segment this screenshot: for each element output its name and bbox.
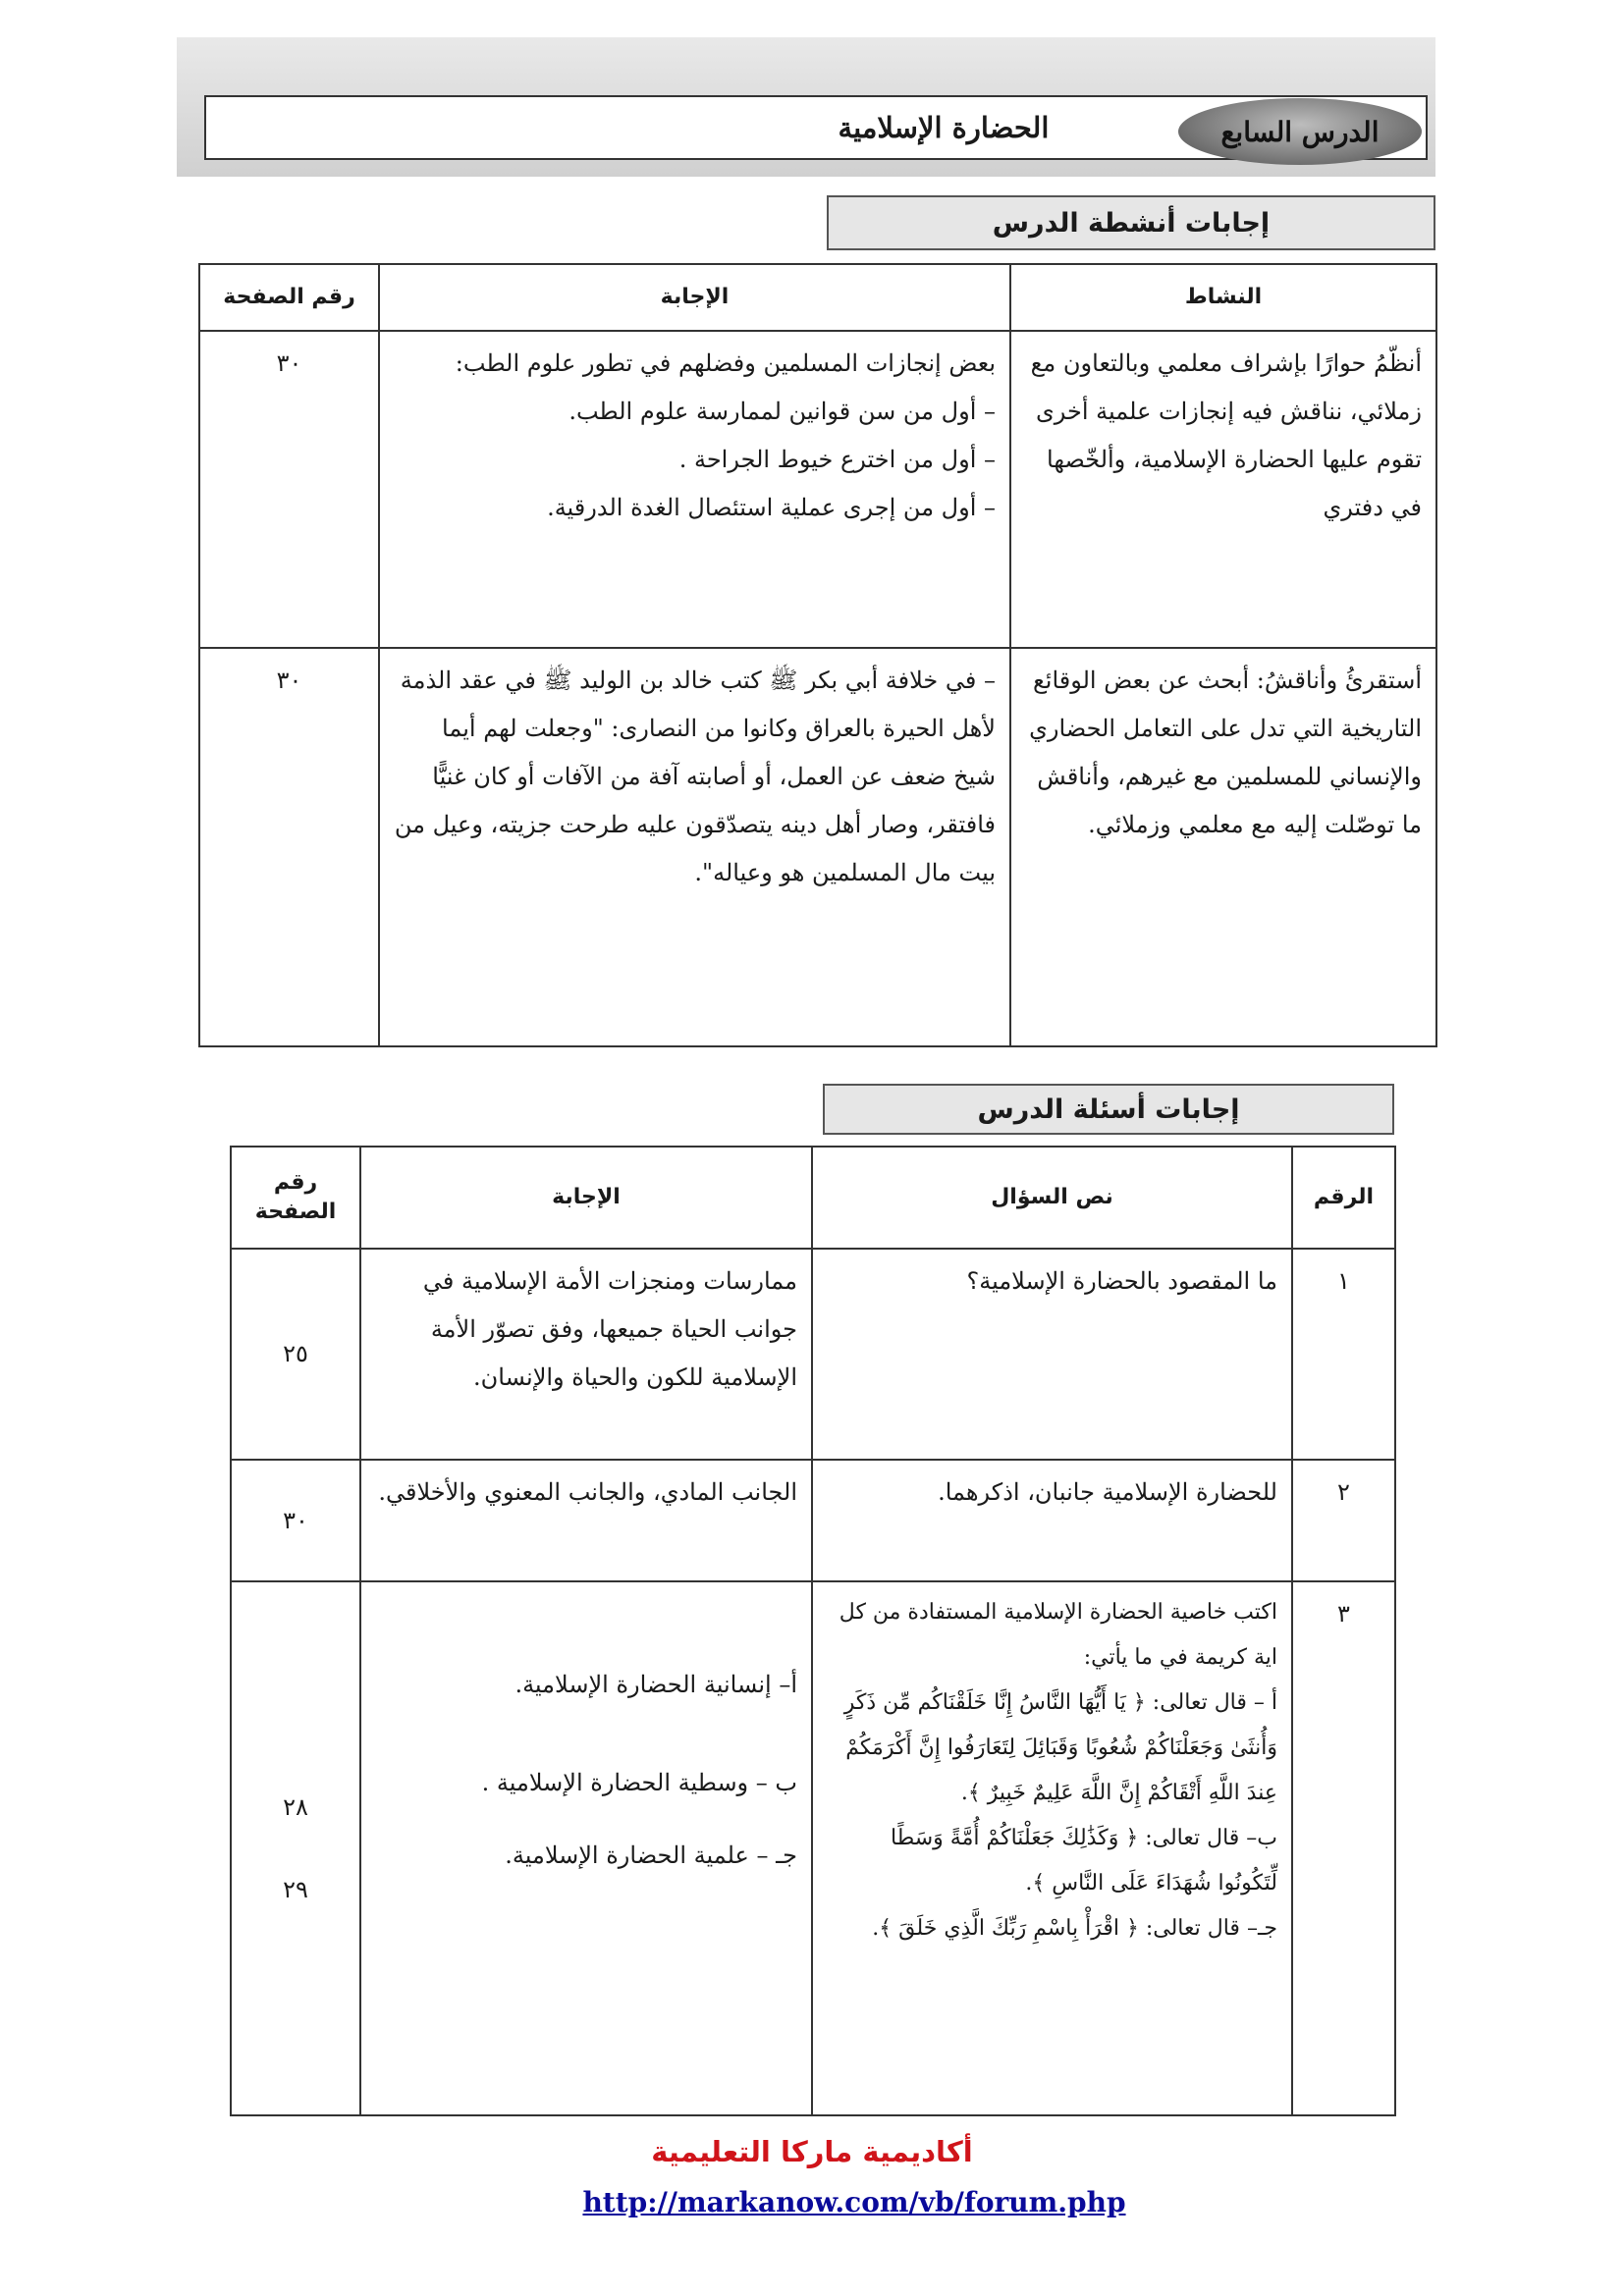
table-row	[231, 1581, 1395, 2115]
question-cell: ما المقصود بالحضارة الإسلامية؟	[812, 1249, 1292, 1460]
col-question: نص السؤال	[812, 1147, 1292, 1249]
page-number: ٢٥	[231, 1249, 360, 1460]
activity-cell: أنظّمُ حوارًا بإشراف معلمي وبالتعاون مع زملائي، نناقش فيه إنجازات علمية أخرى تقوم عليها الحضارة الإسلامية، وألخّصها في دفتري	[1010, 331, 1436, 648]
col-page: رقم الصفحة	[231, 1147, 360, 1249]
lesson-number-badge: الدرس السابع	[1178, 98, 1422, 165]
page-number-cell	[231, 1581, 360, 2115]
answer-cell: أ– إنسانية الحضارة الإسلامية. ب – وسطية الحضارة الإسلامية . جـ – علمية الحضارة الإسلامية.	[360, 1581, 812, 2115]
col-answer: الإجابة	[379, 264, 1010, 331]
page-number: ٣٠	[199, 331, 379, 648]
question-number: ٢	[1292, 1460, 1395, 1581]
answer-cell: بعض إنجازات المسلمين وفضلهم في تطور علوم الطب: – أول من سن قوانين لممارسة علوم الطب. – أول من اخترع خيوط الجراحة . – أول من إجرى عملية استئصال الغدة الدرقية.	[379, 331, 1010, 648]
page-number: ٢٩	[283, 1876, 308, 1903]
activities-section-title: إجابات أنشطة الدرس	[827, 195, 1435, 250]
answer-cell: – في خلافة أبي بكر ﷺ كتب خالد بن الوليد ﷺ في عقد الذمة لأهل الحيرة بالعراق وكانوا من النصارى: "وجعلت لهم أيما شيخ ضعف عن العمل، أو أصابته آفة من الآفات أو كان غنيًّا فافتقر، وصار أهل دينه يتصدّقون عليه طرحت جزيته، وعيل من بيت مال المسلمين هو وعياله".	[379, 648, 1010, 1046]
answer-cell: الجانب المادي، والجانب المعنوي والأخلاقي.	[360, 1460, 812, 1581]
table-header-row	[199, 264, 1436, 331]
activity-cell: أستقرئُ وأناقشُ: أبحث عن بعض الوقائع التاريخية التي تدل على التعامل الحضاري والإنساني للمسلمين مع غيرهم، وأناقش ما توصّلت إليه مع معلمي وزملائي.	[1010, 648, 1436, 1046]
page-number: ٣٠	[199, 648, 379, 1046]
question-number: ٣	[1292, 1581, 1395, 2115]
question-number: ١	[1292, 1249, 1395, 1460]
questions-table	[230, 1146, 1396, 2116]
col-answer: الإجابة	[360, 1147, 812, 1249]
col-number: الرقم	[1292, 1147, 1395, 1249]
table-row	[199, 648, 1436, 1046]
question-cell: اكتب خاصية الحضارة الإسلامية المستفادة من كل اية كريمة في ما يأتي: أ – قال تعالى: ﴿ يَا أَيُّهَا النَّاسُ إِنَّا خَلَقْنَاكُم مِّن ذَكَرٍ وَأُنثَىٰ وَجَعَلْنَاكُمْ شُعُوبًا وَقَبَائِلَ لِتَعَارَفُوا إِنَّ أَكْرَمَكُمْ عِندَ اللَّهِ أَتْقَاكُمْ إِنَّ اللَّهَ عَلِيمٌ خَبِيرٌ ﴾. ب– قال تعالى: ﴿ وَكَذَٰلِكَ جَعَلْنَاكُمْ أُمَّةً وَسَطًا لِّتَكُونُوا شُهَدَاءَ عَلَى النَّاسِ ﴾. جـ– قال تعالى: ﴿ اقْرَأْ بِاسْمِ رَبِّكَ الَّذِي خَلَقَ ﴾.	[812, 1581, 1292, 2115]
academy-name: أكاديمية ماركا التعليمية	[651, 2135, 973, 2168]
answer-cell: ممارسات ومنجزات الأمة الإسلامية في جوانب الحياة جميعها، وفق تصوّر الأمة الإسلامية للكون والحياة والإنسان.	[360, 1249, 812, 1460]
forum-link[interactable]: http://markanow.com/vb/forum.php	[582, 2186, 1126, 2218]
table-row	[199, 331, 1436, 648]
page-number: ٢٨	[283, 1793, 308, 1821]
table-row	[231, 1460, 1395, 1581]
table-row	[231, 1249, 1395, 1460]
col-page: رقم الصفحة	[199, 264, 379, 331]
page-number: ٣٠	[231, 1460, 360, 1581]
activities-table	[198, 263, 1437, 1047]
lesson-title: الحضارة الإسلامية	[838, 111, 1050, 144]
questions-section-title: إجابات أسئلة الدرس	[823, 1084, 1394, 1135]
col-activity: النشاط	[1010, 264, 1436, 331]
table-header-row	[231, 1147, 1395, 1249]
question-cell: للحضارة الإسلامية جانبان، اذكرهما.	[812, 1460, 1292, 1581]
